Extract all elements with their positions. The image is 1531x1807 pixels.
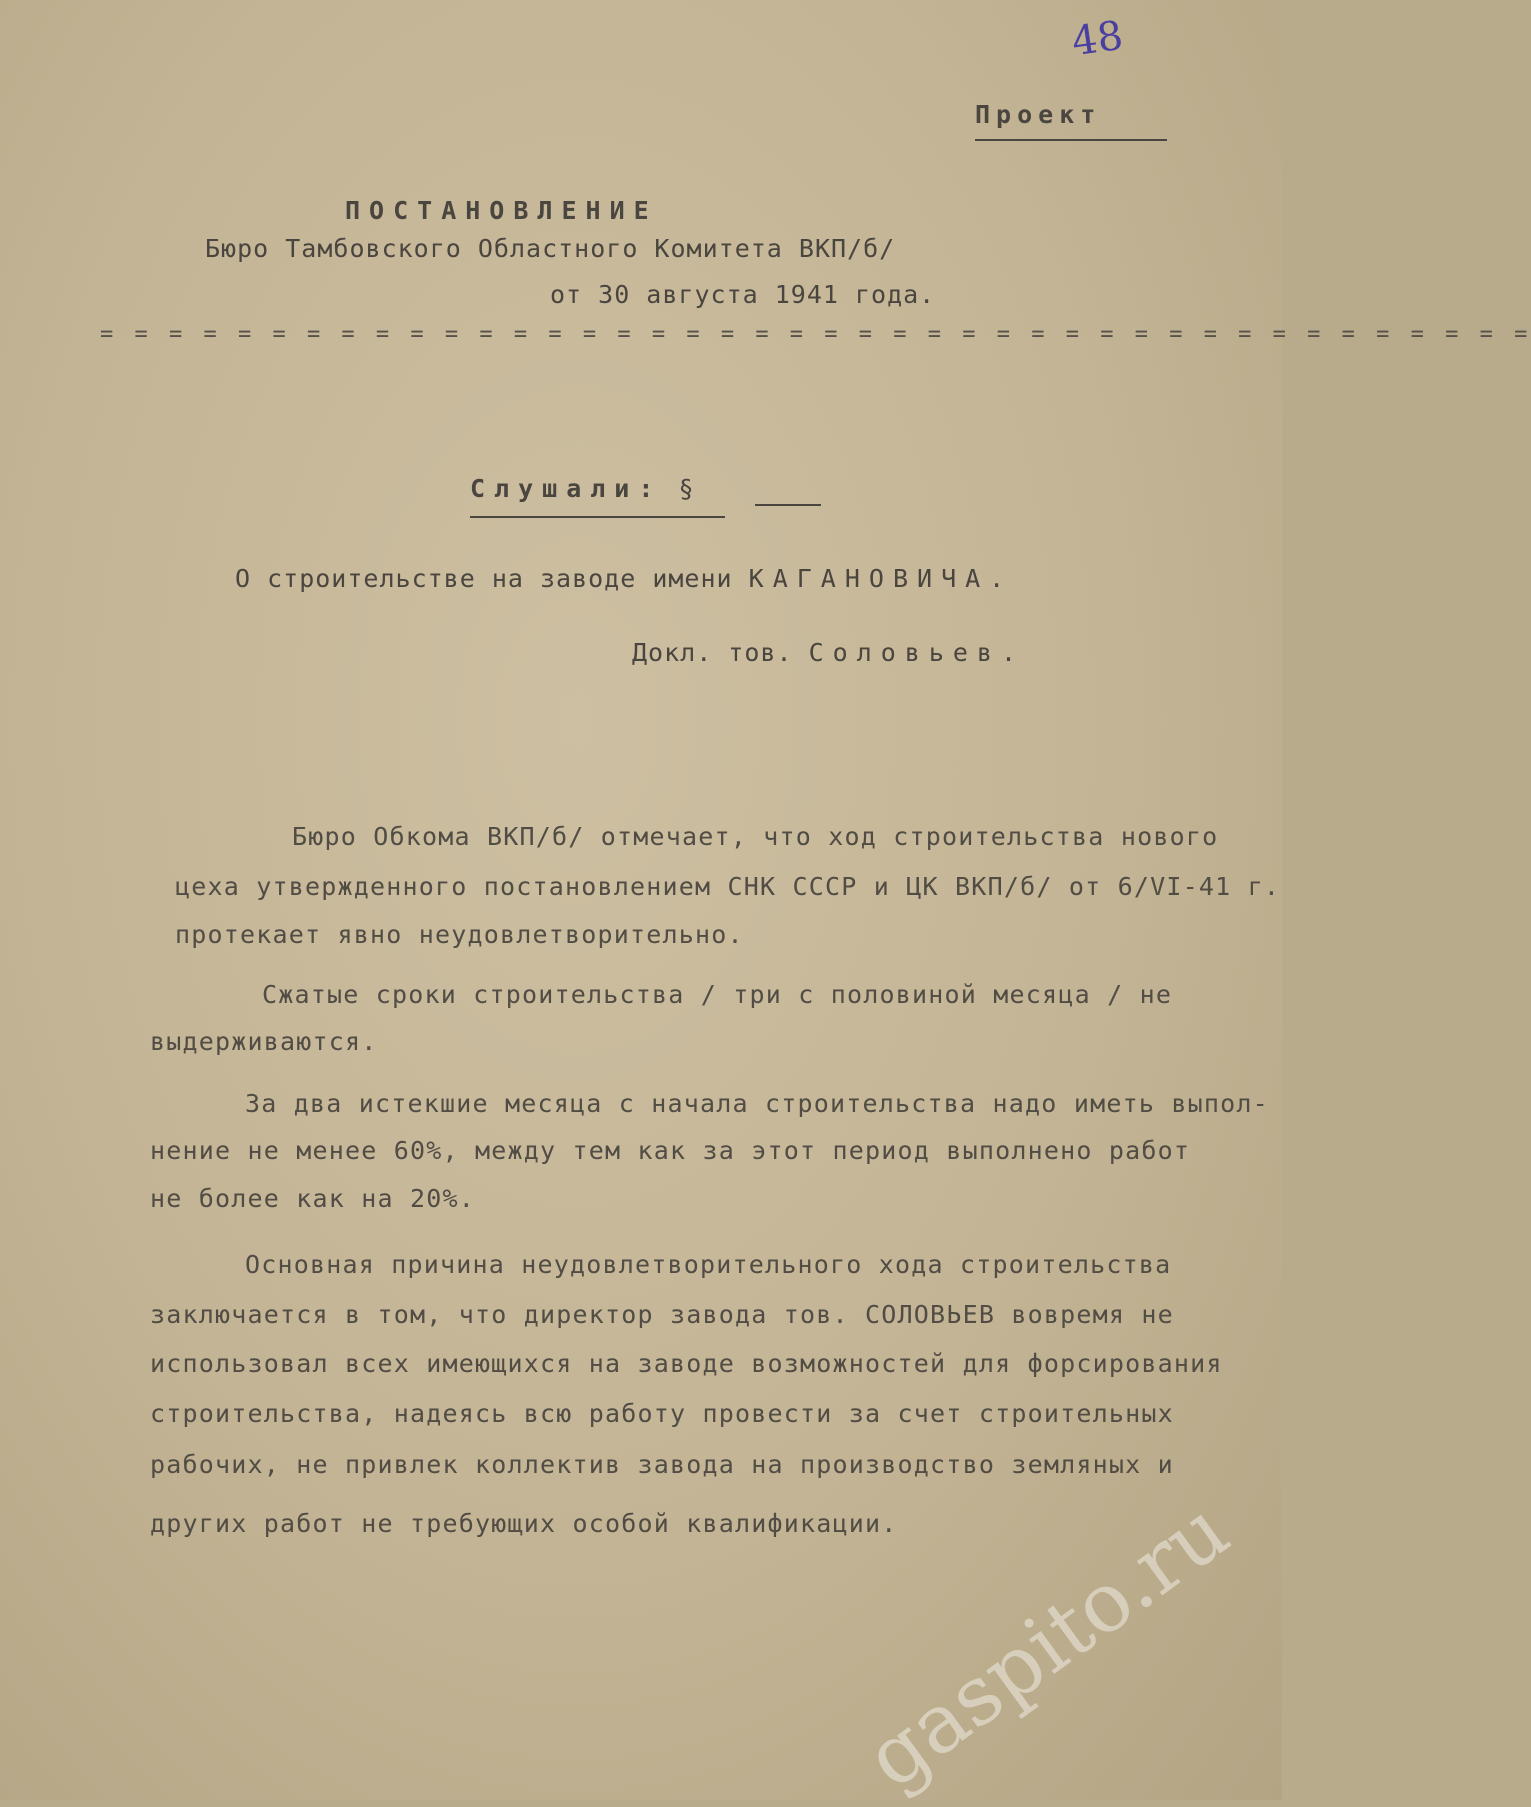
- speaker-name: Соловьев.: [808, 638, 1026, 667]
- issuer-line: Бюро Тамбовского Областного Комитета ВКП/б/: [205, 234, 896, 263]
- status-underline: [975, 139, 1167, 141]
- heard-underline: [470, 516, 725, 518]
- document-date: от 30 августа 1941 года.: [550, 280, 936, 309]
- speaker-prefix: Докл. тов.: [632, 638, 793, 667]
- body-line-8: не более как на 20%.: [150, 1184, 476, 1213]
- section-sign: §: [678, 474, 695, 503]
- subject-prefix: О строительстве на заводе имени: [235, 564, 733, 593]
- body-line-3: протекает явно неудовлетворительно.: [175, 920, 744, 949]
- body-line-4: Сжатые сроки строительства / три с половиной месяца / не: [262, 980, 1173, 1009]
- body-line-2: цеха утвержденного постановлением СНК СССР и ЦК ВКП/б/ от 6/VI-41 г.: [175, 872, 1281, 901]
- subject-name: КАГАНОВИЧА.: [748, 564, 1014, 593]
- body-line-10: заключается в том, что директор завода тов. СОЛОВЬЕВ вовремя не: [150, 1300, 1174, 1329]
- heard-heading: [470, 474, 695, 503]
- body-line-14: других работ не требующих особой квалификации.: [150, 1509, 898, 1538]
- body-line-7: нение не менее 60%, между тем как за этот период выполнено работ: [150, 1136, 1191, 1165]
- body-line-6: За два истекшие месяца с начала строительства надо иметь выпол-: [245, 1089, 1269, 1118]
- separator-line: = = = = = = = = = = = = = = = = = = = = = = = = = = = = = = = = = = = = = = = = = =: [100, 322, 1531, 347]
- watermark: gaspito.ru: [849, 1482, 1246, 1807]
- heard-label: Слушали:: [470, 474, 663, 503]
- body-line-11: использовал всех имеющихся на заводе возможностей для форсирования: [150, 1349, 1223, 1378]
- folio-number: 48: [1069, 12, 1126, 66]
- body-line-13: рабочих, не привлек коллектив завода на производство земляных и: [150, 1450, 1174, 1479]
- speaker-line: [632, 638, 1025, 667]
- subject-line: [235, 564, 1013, 593]
- doc-type-title: ПОСТАНОВЛЕНИЕ: [345, 196, 658, 225]
- status-label: Проект: [975, 100, 1102, 129]
- section-number-blank: [755, 504, 821, 506]
- body-line-1: Бюро Обкома ВКП/б/ отмечает, что ход строительства нового: [292, 822, 1219, 851]
- body-line-12: строительства, надеясь всю работу провести за счет строительных: [150, 1399, 1174, 1428]
- body-line-5: выдерживаются.: [150, 1027, 378, 1056]
- body-line-9: Основная причина неудовлетворительного хода строительства: [245, 1250, 1172, 1279]
